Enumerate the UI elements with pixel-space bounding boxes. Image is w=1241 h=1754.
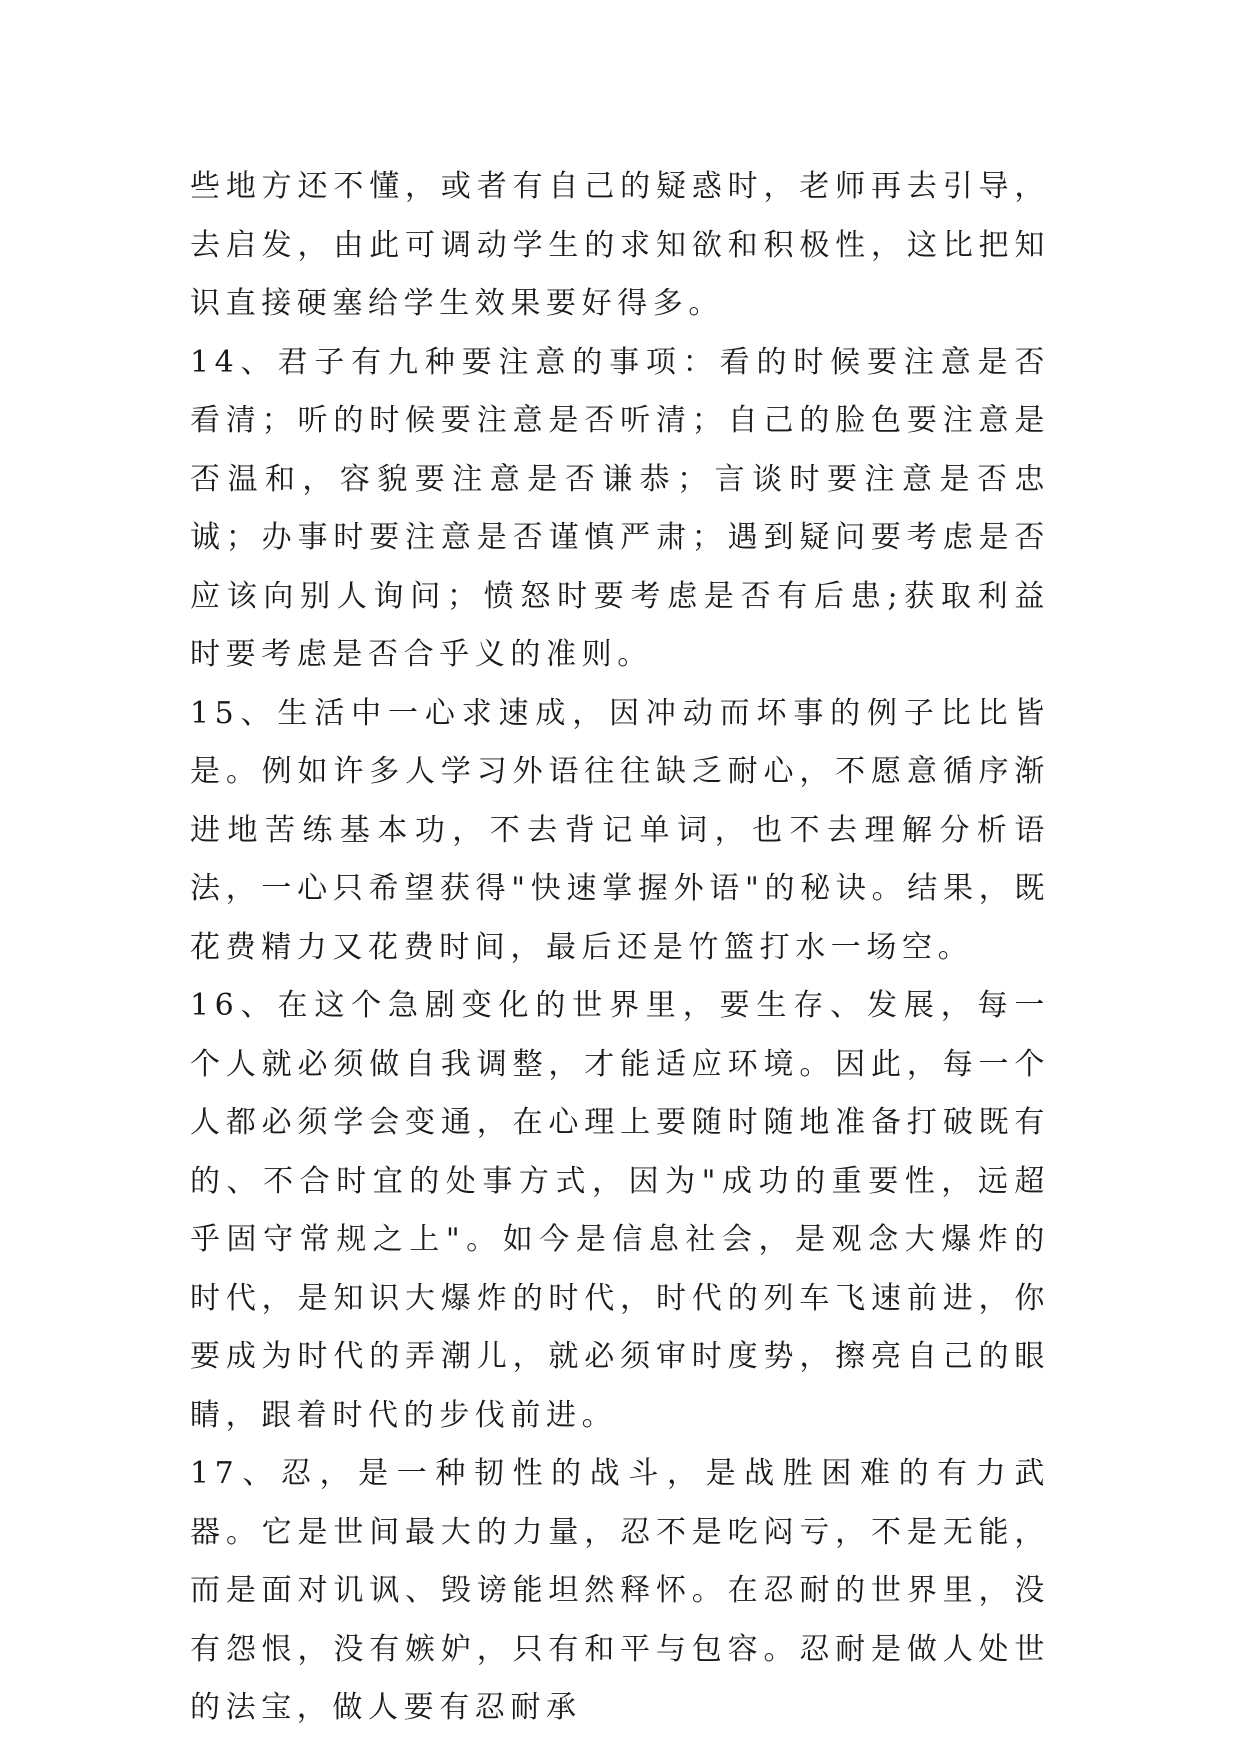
document-page <box>190 158 1050 1738</box>
paragraph-15: 15、生活中一心求速成，因冲动而坏事的例子比比皆是。例如许多人学习外语往往缺乏耐心，不愿意循序渐进地苦练基本功，不去背记单词，也不去理解分析语法，一心只希望获得"快速掌握外语"的秘诀。结果，既花费精力又花费时间，最后还是竹篮打水一场空。 <box>190 695 1050 965</box>
paragraph-17: 17、忍，是一种韧性的战斗，是战胜困难的有力武器。它是世间最大的力量，忍不是吃闷亏，不是无能，而是面对讥讽、毁谤能坦然释怀。在忍耐的世界里，没有怨恨，没有嫉妒，只有和平与包容。忍耐是做人处世的法宝，做人要有忍耐承 <box>190 1456 1050 1725</box>
paragraph-14: 14、君子有九种要注意的事项：看的时候要注意是否看清；听的时候要注意是否听清；自己的脸色要注意是否温和，容貌要注意是否谦恭；言谈时要注意是否忠诚；办事时要注意是否谨慎严肃；遇到疑问要考虑是否应该向别人询问；愤怒时要考虑是否有后患;获取利益时要考虑是否合乎义的准则。 <box>190 344 1050 672</box>
paragraph-continued: 些地方还不懂，或者有自己的疑惑时，老师再去引导，去启发，由此可调动学生的求知欲和积极性，这比把知识直接硬塞给学生效果要好得多。 <box>190 169 1050 321</box>
paragraph-16: 16、在这个急剧变化的世界里，要生存、发展，每一个人就必须做自我调整，才能适应环境。因此，每一个人都必须学会变通，在心理上要随时随地准备打破既有的、不合时宜的处事方式，因为"成功的重要性，远超乎固守常规之上"。如今是信息社会，是观念大爆炸的时代，是知识大爆炸的时代，时代的列车飞速前进，你要成为时代的弄潮儿，就必须审时度势，擦亮自己的眼睛，跟着时代的步伐前进。 <box>190 988 1050 1433</box>
